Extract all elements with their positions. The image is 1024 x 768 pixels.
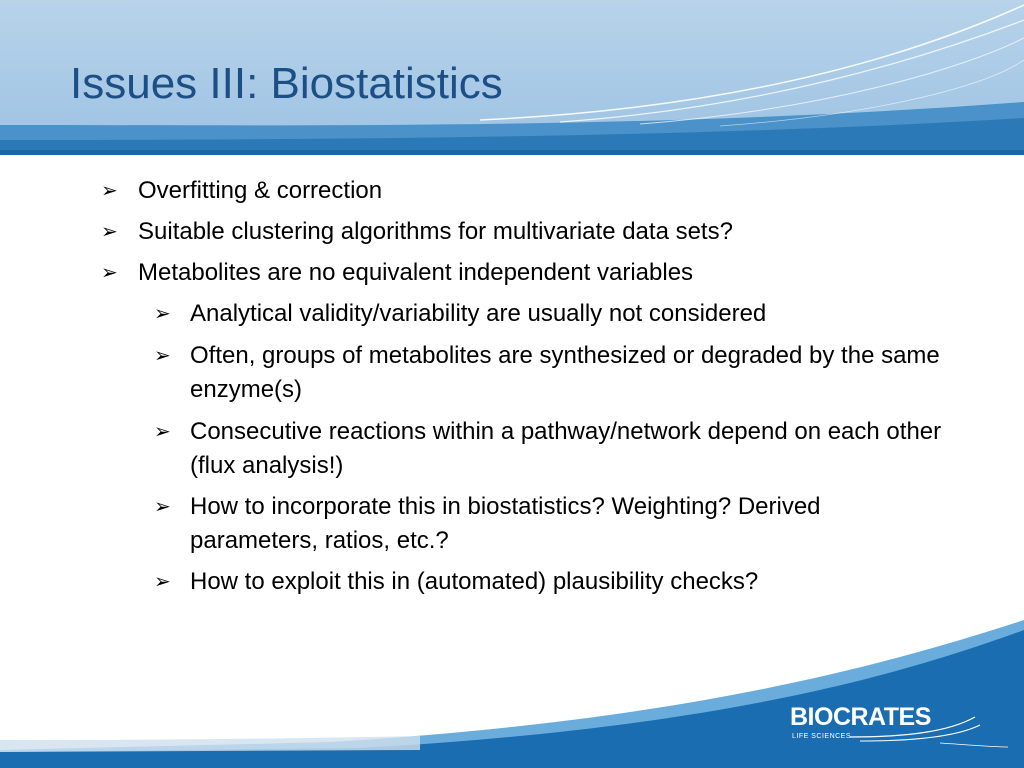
logo-wordmark: BIOCRATES [790, 703, 931, 731]
arrow-bullet-icon: ➢ [154, 496, 171, 518]
arrow-bullet-icon: ➢ [101, 221, 118, 243]
bullet-text: Often, groups of metabolites are synthesized or degraded by the same enzyme(s) [190, 342, 940, 403]
sub-bullet-item [154, 565, 954, 599]
biocrates-logo [790, 703, 1010, 753]
bullet-text: Overfitting & correction [138, 177, 383, 204]
sub-bullet-item [154, 415, 954, 483]
arrow-bullet-icon: ➢ [154, 421, 171, 443]
logo-tagline: LIFE SCIENCES [792, 733, 852, 740]
bullet-item [101, 256, 981, 290]
bullet-text: How to incorporate this in biostatistics? Weighting? Derived parameters, ratios, etc.? [190, 493, 821, 554]
arrow-bullet-icon: ➢ [101, 180, 118, 202]
arrow-bullet-icon: ➢ [101, 262, 118, 284]
sub-bullet-item [154, 490, 954, 558]
bullet-text: Analytical validity/variability are usually not considered [190, 300, 767, 327]
bullet-item [101, 215, 981, 249]
bullet-item [101, 174, 981, 208]
bullet-text: Metabolites are no equivalent independent variables [138, 259, 694, 286]
bullet-text: Suitable clustering algorithms for multivariate data sets? [138, 218, 733, 245]
sub-bullet-item [154, 339, 954, 407]
arrow-bullet-icon: ➢ [154, 571, 171, 593]
arrow-bullet-icon: ➢ [154, 303, 171, 325]
slide-title: Issues III: Biostatistics [70, 59, 503, 108]
arrow-bullet-icon: ➢ [154, 345, 171, 367]
sub-bullet-item [154, 297, 954, 331]
bullet-text: Consecutive reactions within a pathway/network depend on each other (flux analysis!) [190, 418, 942, 479]
bullet-text: How to exploit this in (automated) plausibility checks? [190, 568, 759, 595]
